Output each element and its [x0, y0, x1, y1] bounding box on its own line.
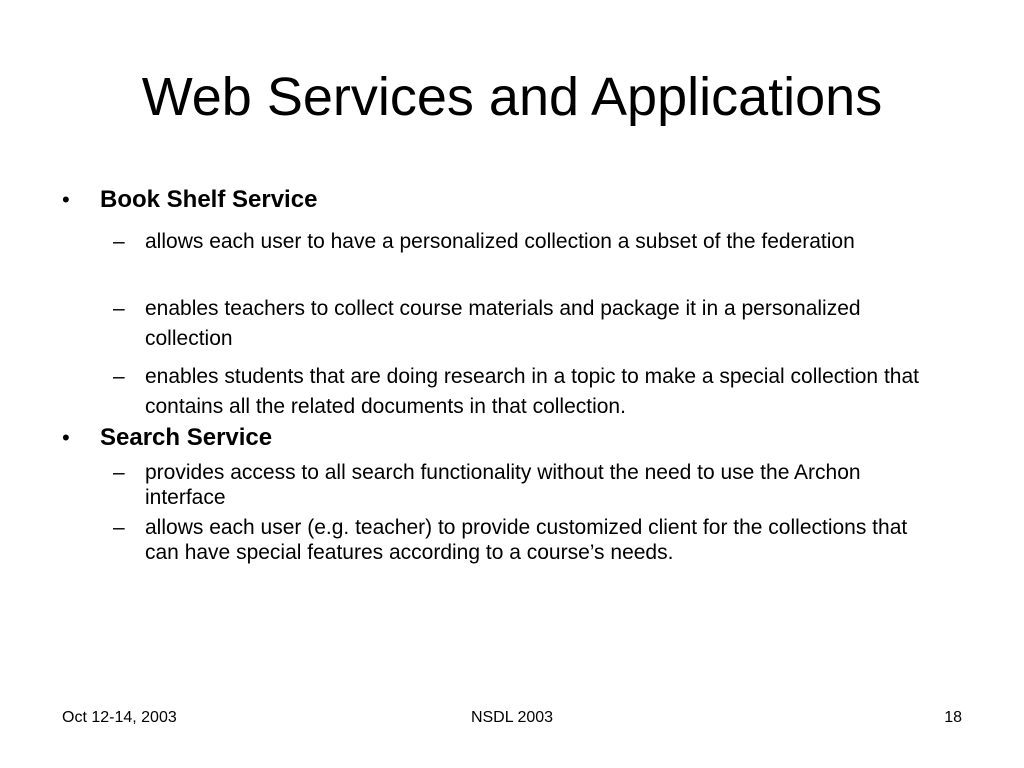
- dash-icon: –: [113, 230, 125, 253]
- sub-item-text: allows each user to have a personalized collection a subset of the federation: [145, 230, 855, 253]
- sub-item: [113, 227, 933, 257]
- sub-item-text: enables students that are doing research in a topic to make a special collection that contains all the related documents in that collection.: [145, 365, 919, 418]
- dash-icon: –: [113, 461, 125, 484]
- sub-item-text: enables teachers to collect course materials and package it in a personalized collection: [145, 297, 861, 350]
- bullet-heading: Search Service: [100, 424, 273, 451]
- dash-icon: –: [113, 516, 125, 539]
- sub-item: [113, 460, 933, 510]
- dash-icon: –: [113, 297, 125, 320]
- bullet-icon: •: [62, 425, 70, 450]
- footer-page-number: 18: [944, 709, 962, 726]
- sub-item: [113, 515, 933, 565]
- sub-item: [113, 294, 933, 354]
- sub-item-text: provides access to all search functionality without the need to use the Archon interface: [145, 461, 861, 509]
- dash-icon: –: [113, 365, 125, 388]
- slide-title: Web Services and Applications: [141, 67, 883, 127]
- bullet-heading: Book Shelf Service: [100, 186, 318, 213]
- bullet-item-book-shelf-service: [62, 186, 317, 214]
- footer-event: NSDL 2003: [470, 709, 554, 726]
- footer-date: Oct 12-14, 2003: [62, 709, 177, 726]
- sub-item: [113, 362, 933, 422]
- bullet-item-search-service: [62, 424, 272, 452]
- sub-item-text: allows each user (e.g. teacher) to provide customized client for the collections that can have special features according to a course’s needs.: [145, 516, 908, 564]
- bullet-icon: •: [62, 187, 70, 212]
